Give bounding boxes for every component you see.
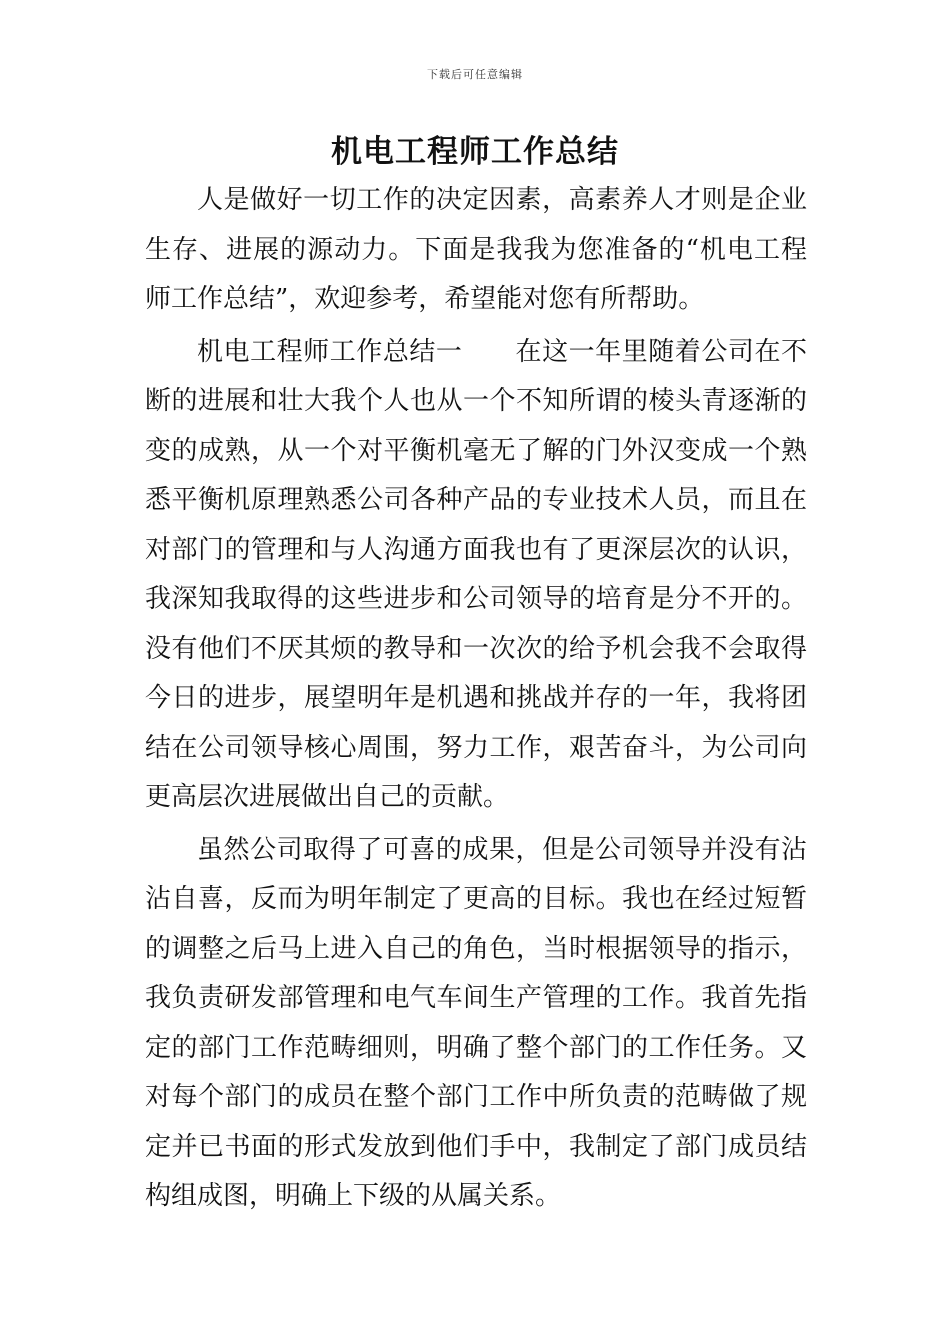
- paragraph-goals: 虽然公司取得了可喜的成果，但是公司领导并没有沾沾自喜，反而为明年制定了更高的目标。我也在经过短暂的调整之后马上进入自己的角色，当时根据领导的指示，我负责研发部管理和电气车间生产管理的工作。我首先指定的部门工作范畴细则，明确了整个部门的工作任务。又对每个部门的成员在整个部门工作中所负责的范畴做了规定并已书面的形式发放到他们手中，我制定了部门成员结构组成图，明确上下级的从属关系。: [145, 834, 807, 1211]
- paragraph-summary-one: 机电工程师工作总结一 在这一年里随着公司在不断的进展和壮大我个人也从一个不知所谓的棱头青逐渐的变的成熟，从一个对平衡机毫无了解的门外汉变成一个熟悉平衡机原理熟悉公司各种产品的专业技术人员，而且在对部门的管理和与人沟通方面我也有了更深层次的认识，我深知我取得的这些进步和公司领导的培育是分不开的。没有他们不厌其烦的教导和一次次的给予机会我不会取得今日的进步，展望明年是机遇和挑战并存的一年，我将团结在公司领导核心周围，努力工作，艰苦奋斗，为公司向更高层次进展做出自己的贡献。: [145, 336, 807, 812]
- paragraph-intro: 人是做好一切工作的决定因素，高素养人才则是企业生存、进展的源动力。下面是我我为您准备的“机电工程师工作总结”，欢迎参考，希望能对您有所帮助。: [145, 185, 807, 314]
- page-header-note: 下载后可任意编辑: [427, 68, 523, 81]
- document-title: 机电工程师工作总结: [331, 134, 619, 170]
- document-body: [145, 176, 807, 1225]
